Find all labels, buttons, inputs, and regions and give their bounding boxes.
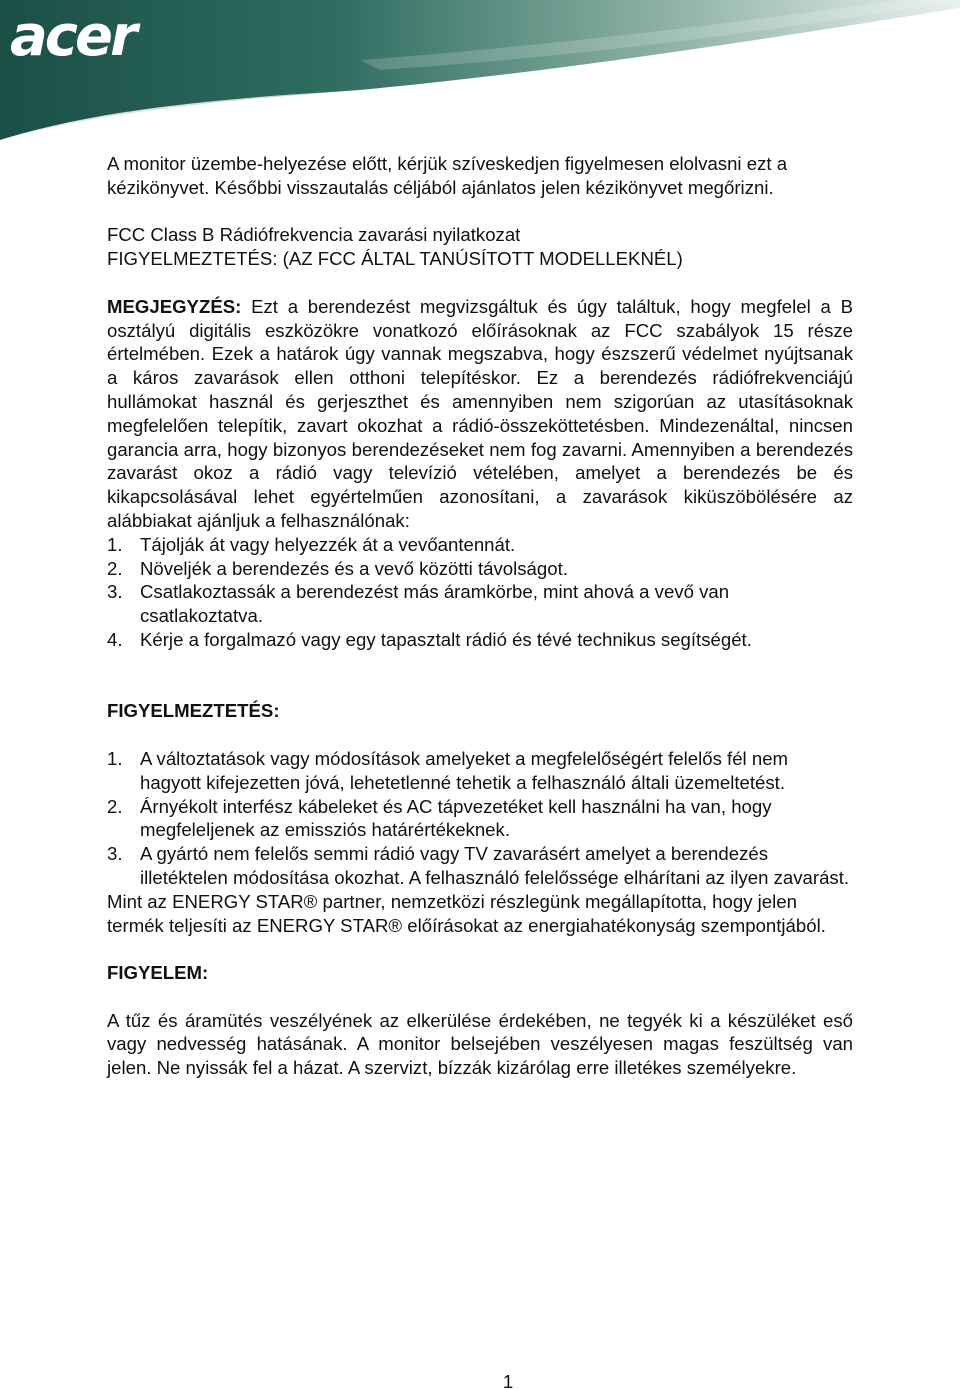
attention-paragraph: A tűz és áramütés veszélyének az elkerülése érdekében, ne tegyék ki a készüléket eső vagy nedvesség hatásának. A monitor belsejében veszélyesen magas feszültség van jelen. Ne nyissák fel a házat. A szervizt, bízzák kizárólag erre illetékes személyekre. [107,1009,853,1079]
fcc-steps-list [107,533,853,652]
list-item-text: Tájolják át vagy helyezzék át a vevőantennát. [140,533,516,555]
list-item [107,842,853,890]
warning-heading: FIGYELMEZTETÉS: [107,700,280,722]
intro-paragraph: A monitor üzembe-helyezése előtt, kérjük szíveskedjen figyelmesen elolvasni ezt a kézikönyvet. Későbbi visszautalás céljából ajánlatos jelen kézikönyvet megőrizni. [107,153,788,198]
list-item-text: A változtatások vagy módosítások amelyeket a megfelelőségért felelős fél nem hagyott kifejezetten jóvá, lehetetlenné tehetik a felhasználó általi üzemeltetést. [140,747,789,793]
list-number: 3. [107,581,123,603]
warning-list [107,747,853,890]
document-body [107,152,853,1080]
list-item [107,533,853,557]
fcc-warning: FIGYELMEZTETÉS: (AZ FCC ÁLTAL TANÚSÍTOTT MODELLEKNÉL) [107,248,683,270]
list-item [107,747,853,795]
page-number: 1 [502,1371,514,1390]
fcc-note-paragraph [107,295,853,533]
list-item [107,795,853,843]
fcc-title: FCC Class B Rádiófrekvencia zavarási nyilatkozat [107,224,521,246]
note-text: Ezt a berendezést megvizsgáltuk és úgy találtuk, hogy megfelel a B osztályú digitális eszközökre vonatkozó előírásoknak az FCC szabályok 15 része értelmében. Ezek a határok úgy vannak megszabva, hogy észszerű védelmet nyújtsanak a káros zavarások ellen otthoni telepítéskor. Ez a berendezés rádiófrekvenciájú hullámokat használ és gerjeszthet és amennyiben nem szigorúan az utasításoknak megfelelően telepítik, zavart okozhat a rádió-összeköttetésben. Mindezenáltal, nincsen garancia arra, hogy bizonyos berendezéseket nem fog zavarni. Amennyiben a berendezés zavarást okoz a rádió vagy televízió vételében, amelyet a berendezés be és kikapcsolásával lehet egyértelműen azonosítani, a zavarások kiküszöbölésére az alábbiakat ajánljuk a felhasználónak: [107,295,853,531]
list-number: 1. [107,747,123,769]
list-item-text: Kérje a forgalmazó vagy egy tapasztalt rádió és tévé technikus segítségét. [140,628,752,650]
list-item-text: Növeljék a berendezés és a vevő közötti távolságot. [140,557,568,579]
list-item-text: Csatlakoztassák a berendezést más áramkörbe, mint ahová a vevő van csatlakoztatva. [140,581,730,627]
list-number: 2. [107,557,123,579]
header-banner [0,0,960,140]
note-label: MEGJEGYZÉS: [107,295,242,317]
list-item [107,628,853,652]
attention-heading: FIGYELEM: [107,962,209,984]
banner-swoosh-graphic [0,0,960,140]
list-number: 1. [107,533,123,555]
energy-star-paragraph: Mint az ENERGY STAR® partner, nemzetközi részlegünk megállapította, hogy jelen termék teljesíti az ENERGY STAR® előírásokat az energiahatékonyság szempontjából. [107,890,826,936]
list-item [107,580,853,628]
list-number: 2. [107,795,123,817]
list-item-text: A gyártó nem felelős semmi rádió vagy TV zavarásért amelyet a berendezés illetéktelen módosítása okozhat. A felhasználó felelőssége elhárítani az ilyen zavarást. [140,843,850,888]
list-number: 4. [107,628,123,650]
list-item-text: Árnyékolt interfész kábeleket és AC tápvezetéket kell használni ha van, hogy megfeleljenek az emissziós határértékeknek. [140,795,772,841]
list-item [107,557,853,581]
list-number: 3. [107,843,123,865]
acer-logo: acer [10,4,135,69]
